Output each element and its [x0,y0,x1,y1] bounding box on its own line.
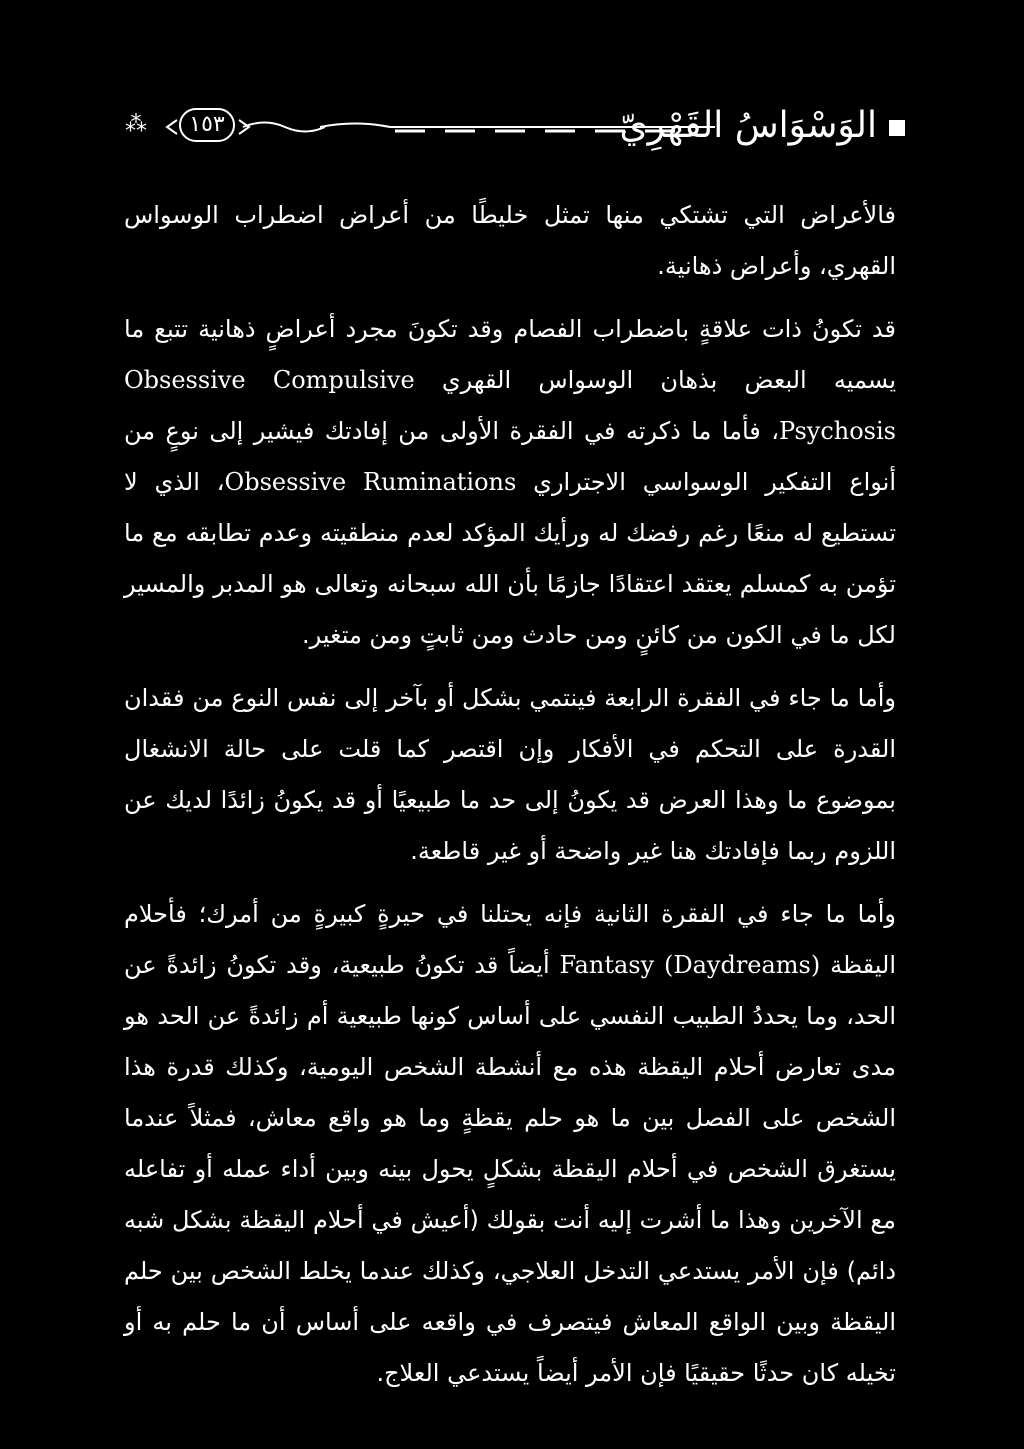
header-corner-ornament: ⁂ [125,112,145,137]
paragraph-1 [124,190,896,292]
page-number: ١٥٣ [179,108,235,142]
paragraph-3 [124,673,896,877]
text-segment: قد تكونُ ذات علاقةٍ باضطراب الفصام وقد تكونَ مجرد أعراضٍ ذهانية تتبع ما يسميه البعض بذهان الوسواس القهري [124,315,896,394]
running-title: الوَسْوَاسُ القَهْرِيّ [619,105,877,146]
latin-term: Psychosis [778,417,896,445]
text-segment: ، فأما ما ذكرته في الفقرة الأولى من إفادتك فيشير إلى نوعٍ من أنواع التفكير الوسواسي الاجتراري [124,417,896,496]
latin-term: Fantasy (Daydreams) [559,951,821,979]
text-segment: وأما ما جاء في الفقرة الثانية فإنه يحتلنا في حيرةٍ كبيرةٍ من أمرك؛ فأحلام اليقظة [124,900,897,979]
text-segment: فالأعراض التي تشتكي منها تمثل خليطًا من أعراض اضطراب الوسواس القهري، وأعراض ذهانية. [124,201,896,280]
paragraph-2 [124,304,896,661]
latin-term: Obsessive Compulsive [124,366,415,394]
page-header [125,100,905,150]
text-segment: ، الذي لا تستطيع له منعًا رغم رفضك له ورأيك المؤكد لعدم منطقيته وعدم تطابقه مع ما تؤمن به كمسلم يعتقد اعتقادًا جازمًا بأن الله سبحانه وتعالى هو المدبر والمسير لكل ما في الكون من كائنٍ ومن حادث ومن ثابتٍ ومن متغير. [124,468,896,649]
latin-term: Obsessive Ruminations [224,468,517,496]
header-square-mark [889,120,905,136]
text-segment: وأما ما جاء في الفقرة الرابعة فينتمي بشكل أو بآخر إلى نفس النوع من فقدان القدرة على التحكم في الأفكار وإن اقتصر كما قلت على حالة الانشغال بموضوع ما وهذا العرض قد يكونُ إلى حد ما طبيعيًا أو قد يكونُ زائدًا لديك عن اللزوم ربما فإفادتك هنا غير واضحة أو غير قاطعة. [124,684,896,865]
paragraph-4 [124,889,896,1399]
text-segment: أيضاً قد تكونُ طبيعية، وقد تكونُ زائدةً عن الحد، وما يحددُ الطبيب النفسي على أساس كونها طبيعية أم زائدةً عن الحد هو مدى تعارض أحلام اليقظة هذه مع أنشطة الشخص اليومية، وكذلك قدرة هذا الشخص على الفصل بين ما هو حلم يقظةٍ وما هو واقع معاش، فمثلاً عندما يستغرق الشخص في أحلام اليقظة بشكلٍ يحول بينه وبين أداء عمله أو تفاعله مع الآخرين وهذا ما أشرت إليه أنت بقولك (أعيش في أحلام اليقظة بشكل شبه دائم) فإن الأمر يستدعي التدخل العلاجي، وكذلك عندما يخلط الشخص بين حلم اليقظة وبين الواقع المعاش فيتصرف في واقعه على أساس أن ما حلم به أو تخيله كان حدثًا حقيقيًا فإن الأمر أيضاً يستدعي العلاج. [124,951,896,1387]
body-text [124,190,896,1399]
